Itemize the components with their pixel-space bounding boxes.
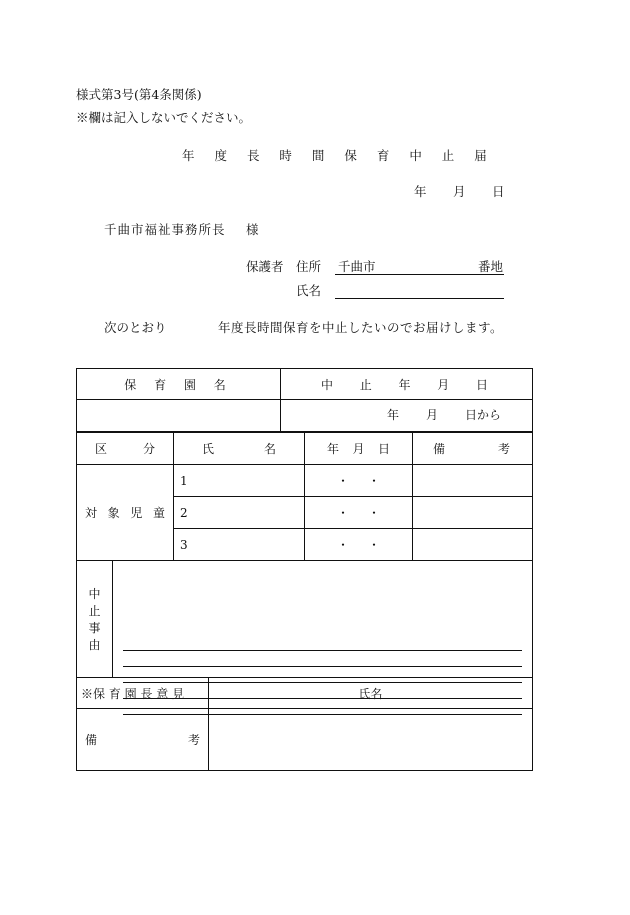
child-dob-field[interactable]: ・ ・	[305, 465, 413, 497]
nursery-name-header: 保 育 園 名	[77, 369, 281, 400]
stop-reason-field[interactable]	[113, 561, 533, 678]
category-header: 区 分	[77, 433, 174, 465]
statement-lead: 次のとおり	[104, 320, 167, 335]
director-opinion-label: ※保 育 園 長 意 見	[77, 678, 209, 709]
child-name-field[interactable]: 2	[174, 497, 305, 529]
date-day-label: 日	[492, 184, 505, 199]
dob-header: 年 月 日	[305, 433, 413, 465]
stop-date-header: 中 止 年 月 日	[281, 369, 533, 400]
child-remarks-field[interactable]	[413, 529, 533, 561]
nursery-name-field[interactable]	[77, 400, 281, 432]
nursery-stop-table	[76, 368, 533, 432]
child-name-header: 氏 名	[174, 433, 305, 465]
reason-table	[76, 560, 533, 678]
remarks-header: 備 考	[413, 433, 533, 465]
address-label: 住所	[296, 259, 322, 274]
name-underline[interactable]	[335, 298, 504, 299]
address-city: 千曲市	[338, 259, 376, 274]
table-row	[77, 465, 533, 497]
reason-line	[123, 666, 522, 667]
guardian-label: 保護者	[246, 259, 284, 274]
target-children-label: 対 象 児 童	[77, 465, 174, 561]
date-year-label: 年	[414, 184, 427, 199]
addressee-honorific: 様	[246, 222, 259, 237]
child-dob-field[interactable]: ・ ・	[305, 497, 413, 529]
child-remarks-field[interactable]	[413, 497, 533, 529]
director-remarks-field[interactable]	[209, 709, 533, 771]
remarks-label: 備 考	[77, 709, 209, 771]
child-dob-field[interactable]: ・ ・	[305, 529, 413, 561]
stop-date-field[interactable]: 年 月 日から	[281, 400, 533, 432]
address-suffix: 番地	[478, 259, 504, 274]
statement-body: 年度長時間保育を中止したいのでお届けします。	[218, 320, 504, 335]
name-label: 氏名	[296, 283, 322, 298]
director-table	[76, 677, 533, 771]
director-name-label: 氏名	[209, 678, 533, 709]
child-name-field[interactable]: 3	[174, 529, 305, 561]
form-number: 様式第3号(第4条関係)	[76, 87, 202, 102]
children-table	[76, 432, 533, 561]
reason-line	[123, 650, 522, 651]
child-name-field[interactable]: 1	[174, 465, 305, 497]
instruction-note: ※欄は記入しないでください。	[76, 110, 252, 125]
addressee-name: 千曲市福祉事務所長	[104, 222, 226, 237]
address-underline	[335, 274, 504, 275]
stop-reason-label: 中 止 事 由	[77, 561, 113, 678]
document-title: 年 度 長 時 間 保 育 中 止 届	[182, 148, 495, 163]
date-month-label: 月	[453, 184, 466, 199]
child-remarks-field[interactable]	[413, 465, 533, 497]
